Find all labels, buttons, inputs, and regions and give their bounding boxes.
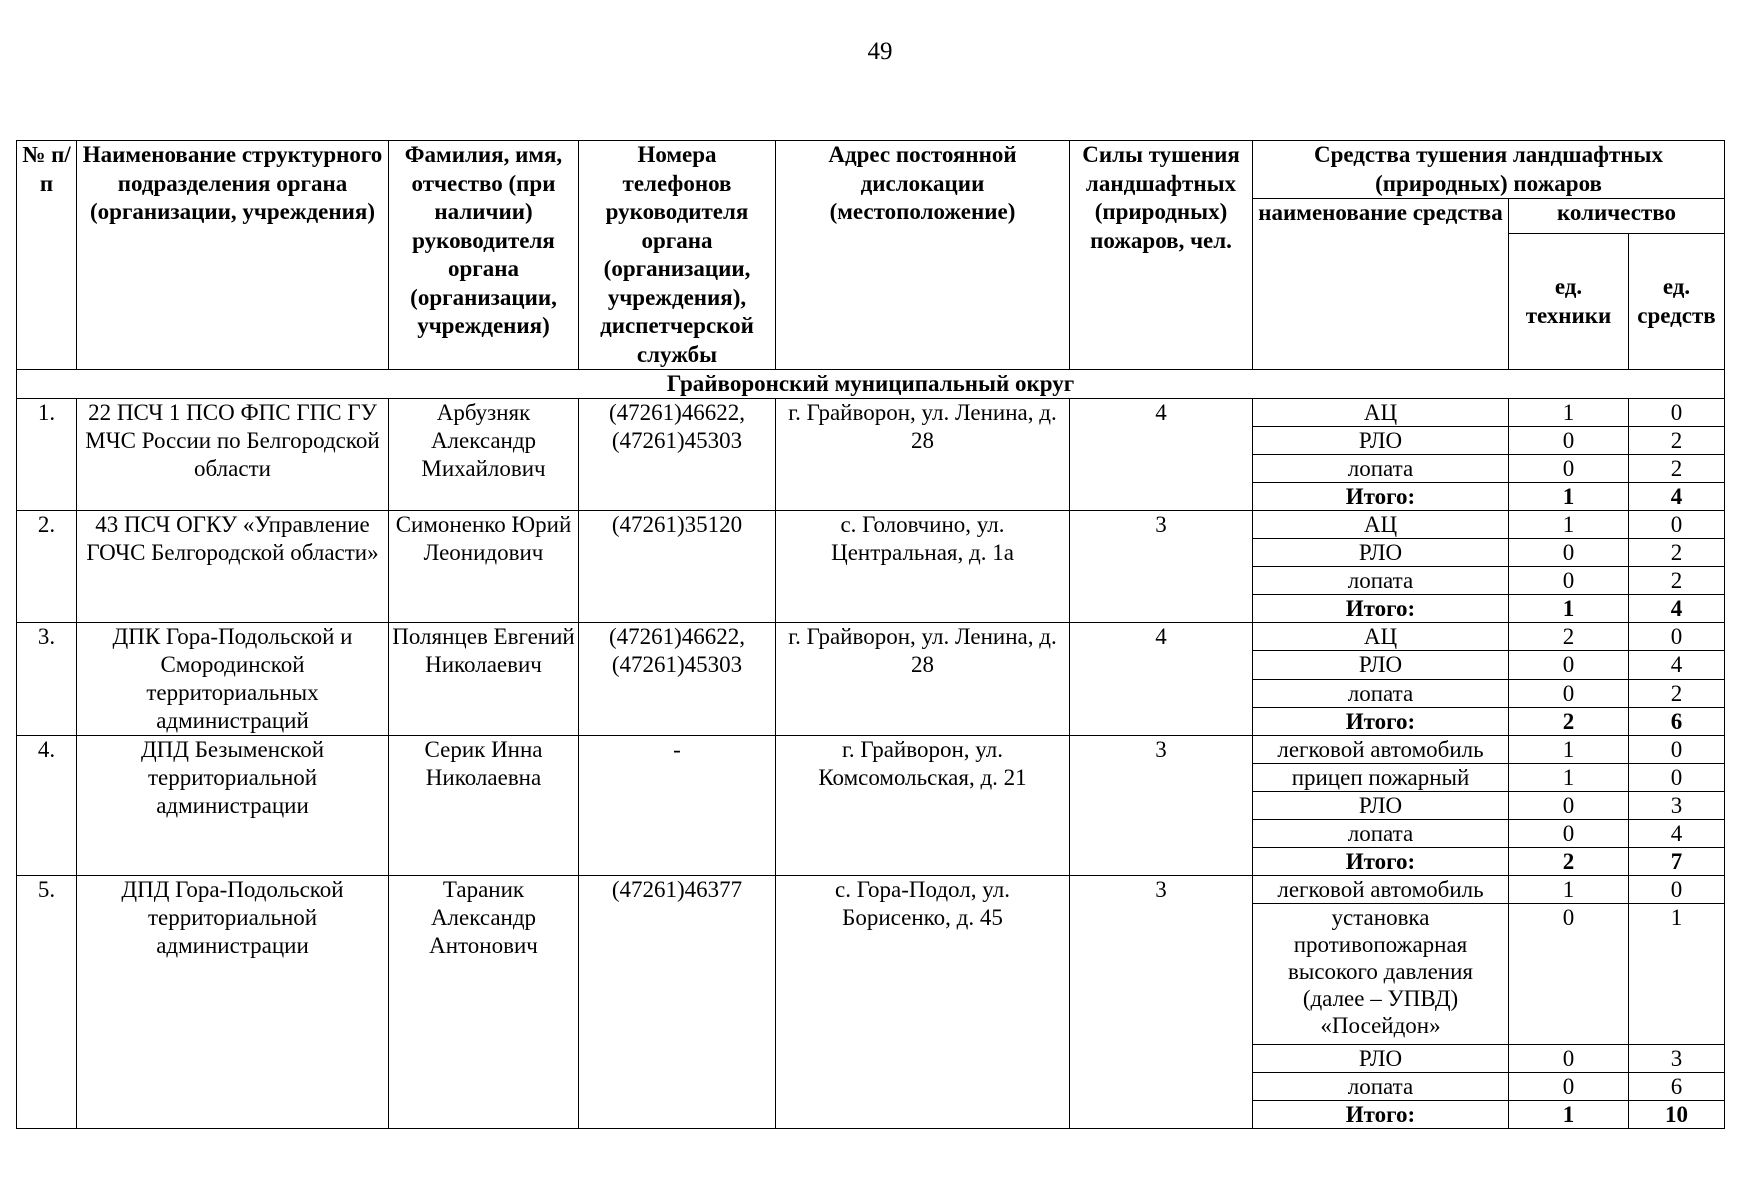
total-name: Итого: [1253,595,1509,623]
equipment-name: прицеп пожарный [1253,764,1509,792]
equipment-means-count: 0 [1629,511,1725,539]
row-unit-name: ДПД Безыменской территориальной администрации [77,736,389,876]
table-header [17,141,1725,370]
header-units-means: ед. средств [1629,234,1725,370]
row-head-name: Серик Инна Николаевна [389,736,579,876]
equipment-tech-count: 1 [1509,736,1629,764]
table-row [17,736,1725,764]
row-address: г. Грайворон, ул. Ленина, д. 28 [776,399,1070,511]
header-head: Фамилия, имя, отчество (при наличии) руководителя органа (организации, учреждения) [389,141,579,370]
row-forces: 3 [1070,876,1253,1129]
table-row [17,876,1725,904]
equipment-name: лопата [1253,455,1509,483]
total-tech-count: 1 [1509,595,1629,623]
total-means-count: 6 [1629,707,1725,735]
total-means-count: 10 [1629,1101,1725,1129]
total-means-count: 7 [1629,848,1725,876]
equipment-name: АЦ [1253,511,1509,539]
equipment-name: лопата [1253,820,1509,848]
equipment-means-count: 4 [1629,651,1725,679]
equipment-means-count: 2 [1629,427,1725,455]
equipment-tech-count: 0 [1509,539,1629,567]
page-number: 49 [867,38,893,65]
row-head-name: Симоненко Юрий Леонидович [389,511,579,623]
equipment-name: РЛО [1253,651,1509,679]
row-unit-name: ДПД Гора-Подольской территориальной администрации [77,876,389,1129]
row-unit-name: 43 ПСЧ ОГКУ «Управление ГОЧС Белгородской области» [77,511,389,623]
table-row [17,511,1725,539]
equipment-name: легковой автомобиль [1253,736,1509,764]
equipment-tech-count: 0 [1509,651,1629,679]
header-units-tech: ед. техники [1509,234,1629,370]
row-phones: (47261)46622, (47261)45303 [579,399,776,511]
equipment-means-count: 2 [1629,455,1725,483]
row-address: с. Гора-Подол, ул. Борисенко, д. 45 [776,876,1070,1129]
table-row [17,399,1725,427]
total-name: Итого: [1253,707,1509,735]
equipment-tech-count: 0 [1509,679,1629,707]
equipment-name: установка противопожарная высокого давления (далее – УПВД) «Посейдон» [1253,904,1509,1045]
equipment-means-count: 1 [1629,904,1725,1045]
header-num: № п/п [17,141,77,370]
row-unit-name: 22 ПСЧ 1 ПСО ФПС ГПС ГУ МЧС России по Белгородской области [77,399,389,511]
equipment-means-count: 6 [1629,1073,1725,1101]
equipment-name: АЦ [1253,623,1509,651]
equipment-means-count: 0 [1629,399,1725,427]
row-number: 5. [17,876,77,1129]
row-number: 1. [17,399,77,511]
row-address: г. Грайворон, ул. Комсомольская, д. 21 [776,736,1070,876]
equipment-means-count: 2 [1629,679,1725,707]
row-forces: 3 [1070,736,1253,876]
row-head-name: Арбузняк Александр Михайлович [389,399,579,511]
total-tech-count: 2 [1509,707,1629,735]
equipment-means-count: 0 [1629,764,1725,792]
equipment-means-count: 3 [1629,792,1725,820]
row-unit-name: ДПК Гора-Подольской и Смородинской территориальных администраций [77,623,389,736]
total-name: Итого: [1253,848,1509,876]
equipment-tech-count: 1 [1509,399,1629,427]
row-head-name: Полянцев Евгений Николаевич [389,623,579,736]
row-phones: (47261)46622, (47261)45303 [579,623,776,736]
equipment-means-count: 4 [1629,820,1725,848]
header-address: Адрес постоянной дислокации (местоположение) [776,141,1070,370]
row-number: 3. [17,623,77,736]
row-address: г. Грайворон, ул. Ленина, д. 28 [776,623,1070,736]
equipment-means-count: 3 [1629,1045,1725,1073]
total-means-count: 4 [1629,483,1725,511]
header-unit: Наименование структурного подразделения органа (организации, учреждения) [77,141,389,370]
equipment-name: РЛО [1253,427,1509,455]
row-address: с. Головчино, ул. Центральная, д. 1а [776,511,1070,623]
equipment-tech-count: 0 [1509,427,1629,455]
equipment-tech-count: 0 [1509,820,1629,848]
row-phones: (47261)46377 [579,876,776,1129]
equipment-name: легковой автомобиль [1253,876,1509,904]
equipment-means-count: 0 [1629,876,1725,904]
row-forces: 3 [1070,511,1253,623]
equipment-tech-count: 0 [1509,1073,1629,1101]
row-number: 4. [17,736,77,876]
row-number: 2. [17,511,77,623]
table-row [17,623,1725,651]
total-tech-count: 1 [1509,1101,1629,1129]
equipment-name: лопата [1253,567,1509,595]
equipment-tech-count: 1 [1509,876,1629,904]
equipment-tech-count: 0 [1509,792,1629,820]
total-name: Итого: [1253,483,1509,511]
row-head-name: Тараник Александр Антонович [389,876,579,1129]
equipment-tech-count: 1 [1509,764,1629,792]
header-quantity: количество [1509,199,1725,234]
equipment-means-count: 2 [1629,539,1725,567]
row-phones: (47261)35120 [579,511,776,623]
header-forces: Силы тушения ландшафтных (природных) пожаров, чел. [1070,141,1253,370]
equipment-tech-count: 0 [1509,567,1629,595]
equipment-means-count: 0 [1629,736,1725,764]
total-means-count: 4 [1629,595,1725,623]
equipment-tech-count: 1 [1509,511,1629,539]
equipment-name: лопата [1253,679,1509,707]
equipment-name: АЦ [1253,399,1509,427]
equipment-tech-count: 2 [1509,623,1629,651]
total-tech-count: 1 [1509,483,1629,511]
equipment-name: лопата [1253,1073,1509,1101]
total-name: Итого: [1253,1101,1509,1129]
header-phones: Номера телефонов руководителя органа (организации, учреждения), диспетчерской службы [579,141,776,370]
row-forces: 4 [1070,399,1253,511]
equipment-tech-count: 0 [1509,455,1629,483]
section-row [17,370,1725,399]
equipment-tech-count: 0 [1509,1045,1629,1073]
equipment-means-count: 0 [1629,623,1725,651]
header-means: Средства тушения ландшафтных (природных) пожаров [1253,141,1725,199]
equipment-name: РЛО [1253,539,1509,567]
equipment-means-count: 2 [1629,567,1725,595]
total-tech-count: 2 [1509,848,1629,876]
equipment-name: РЛО [1253,1045,1509,1073]
header-means-name: наименование средства [1253,199,1509,370]
fire-forces-table [16,140,1725,1129]
equipment-tech-count: 0 [1509,904,1629,1045]
equipment-name: РЛО [1253,792,1509,820]
row-forces: 4 [1070,623,1253,736]
section-title: Грайворонский муниципальный округ [17,370,1725,399]
row-phones: - [579,736,776,876]
